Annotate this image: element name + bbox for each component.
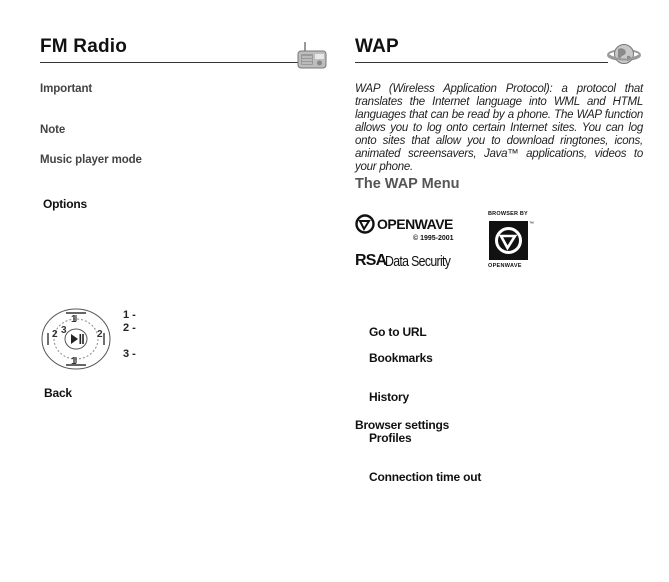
fm-radio-title: FM Radio (40, 36, 128, 57)
browser-by-openwave-badge (488, 211, 548, 273)
badge-bottom-text: OPENWAVE (488, 263, 522, 269)
openwave-logo (355, 213, 465, 243)
rsa-data-security: Data Security (385, 253, 451, 270)
menu-history: History (369, 390, 409, 404)
music-player-mode-label: Music player mode (40, 154, 142, 166)
badge-top-text: BROWSER BY (488, 211, 528, 217)
play-pause-icon (71, 334, 84, 344)
menu-connection-time-out: Connection time out (369, 470, 482, 484)
navigation-dial (40, 307, 112, 371)
openwave-copyright: © 1995-2001 (413, 235, 454, 242)
important-label: Important (40, 83, 93, 95)
options-label: Options (43, 197, 87, 211)
dial-left-outer-digit: 2 (52, 329, 58, 340)
radio-icon (296, 40, 328, 70)
wap-description: WAP (Wireless Application Protocol): a protocol that translates the Internet language into WML and HTML languages that can be read by a phone. The WAP function allows you to log onto certain Internet sites. You can log onto sites that allow you to download ringtones, icons, animated screensavers, Java™ applications, videos to your phone. (355, 83, 643, 173)
fm-radio-title-rule (40, 62, 298, 63)
dial-right-digit: 2 (97, 329, 103, 340)
back-label: Back (44, 386, 72, 400)
openwave-badge-icon (489, 221, 528, 260)
globe-icon (606, 40, 642, 70)
wap-title-rule (355, 62, 608, 63)
dial-item-1: 1 - (123, 309, 136, 321)
wap-title: WAP (355, 36, 399, 57)
rsa-logo (355, 252, 465, 274)
badge-tm: ™ (529, 221, 534, 227)
menu-bookmarks: Bookmarks (369, 351, 433, 365)
menu-go-to-url: Go to URL (369, 325, 427, 339)
dial-left-inner-digit: 3 (61, 325, 67, 336)
rsa-mark: RSA (355, 252, 387, 269)
openwave-swirl-icon (355, 214, 375, 234)
dial-item-2: 2 - (123, 322, 136, 334)
dial-item-3: 3 - (123, 348, 136, 360)
wap-menu-heading: The WAP Menu (355, 176, 460, 192)
note-label: Note (40, 124, 66, 136)
openwave-wordmark: OPENWAVE (377, 216, 453, 232)
menu-browser-settings: Browser settings (355, 418, 450, 432)
dial-top-digit: 1 (71, 314, 77, 325)
dial-bottom-digit: 1 (71, 356, 77, 367)
badge-square (489, 221, 528, 260)
menu-profiles: Profiles (369, 431, 412, 445)
